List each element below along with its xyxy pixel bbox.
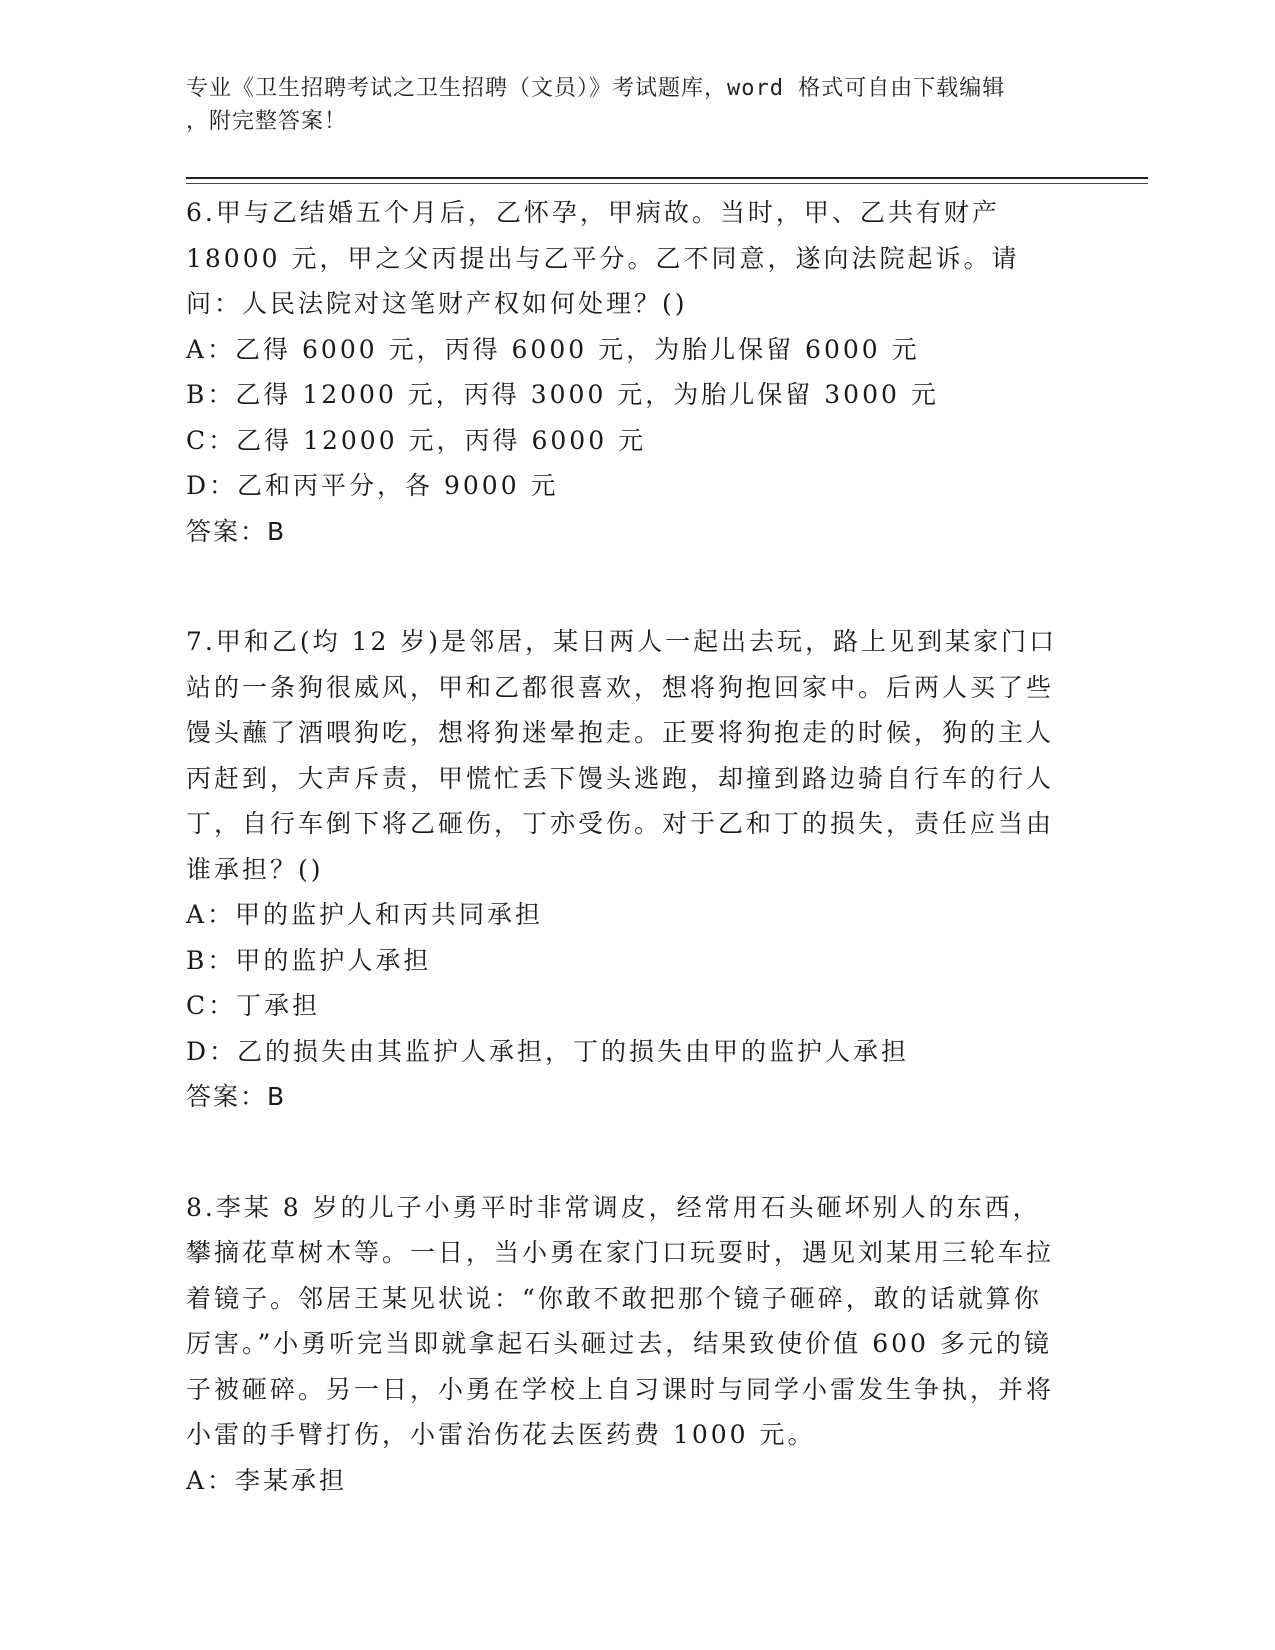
option-a: A：乙得 6000 元，丙得 6000 元，为胎儿保留 6000 元: [186, 334, 920, 364]
question-spacer: [186, 554, 1066, 619]
question-text: 8.李某 8 岁的儿子小勇平时非常调皮，经常用石头砸坏别人的东西，攀摘花草树木等。一日，当小勇在家门口玩耍时，遇见刘某用三轮车拉着镜子。邻居王某见状说：“你敢不敢把那个镜子砸碎，敢的话就算你厉害。”小勇听完当即就拿起石头砸过去，结果致使价值 600 多元的镜子被砸碎。另一日，小勇在学校上自习课时与同学小雷发生争执，并将小雷的手臂打伤，小雷治伤花去医药费 1000 元。: [186, 1192, 1055, 1449]
answer-text: 答案：B: [186, 1082, 287, 1111]
question-text: 7.甲和乙(均 12 岁)是邻居，某日两人一起出去玩，路上见到某家门口站的一条狗很威风，甲和乙都很喜欢，想将狗抱回家中。后两人买了些馒头蘸了酒喂狗吃，想将狗迷晕抱走。正要将狗抱走的时候，狗的主人丙赶到，大声斥责，甲慌忙丢下馒头逃跑，却撞到路边骑自行车的行人丁，自行车倒下将乙砸伤，丁亦受伤。对于乙和丁的损失，责任应当由谁承担？(): [186, 627, 1058, 884]
question-block-8: [186, 1185, 1066, 1504]
option-a: A：李某承担: [186, 1465, 348, 1495]
answer-text: 答案：B: [186, 516, 287, 546]
document-header: [186, 72, 1066, 138]
question-block-6: [186, 190, 1066, 554]
header-divider-thick: [186, 177, 1148, 179]
question-text: 6.甲与乙结婚五个月后，乙怀孕，甲病故。当时，甲、乙共有财产18000 元，甲之父丙提出与乙平分。乙不同意，遂向法院起诉。请问：人民法院对这笔财产权如何处理？(): [186, 198, 1020, 318]
option-c: C：丁承担: [186, 991, 321, 1020]
header-divider-thin: [186, 183, 1148, 184]
option-d: D：乙和丙平分，各 9000 元: [186, 471, 559, 500]
option-a: A：甲的监护人和丙共同承担: [186, 900, 544, 929]
option-b: B：乙得 12000 元，丙得 3000 元，为胎儿保留 3000 元: [186, 380, 939, 409]
option-d: D：乙的损失由其监护人承担，丁的损失由甲的监护人承担: [186, 1036, 910, 1066]
header-line-1: 专业《卫生招聘考试之卫生招聘（文员）》考试题库，word 格式可自由下载编辑: [186, 76, 1006, 101]
header-line-2: ，附完整答案！: [186, 109, 348, 134]
question-spacer: [186, 1120, 1066, 1185]
question-list: [186, 190, 1066, 1503]
question-block-7: [186, 619, 1066, 1120]
option-b: B：甲的监护人承担: [186, 945, 432, 975]
option-c: C：乙得 12000 元，丙得 6000 元: [186, 425, 647, 455]
